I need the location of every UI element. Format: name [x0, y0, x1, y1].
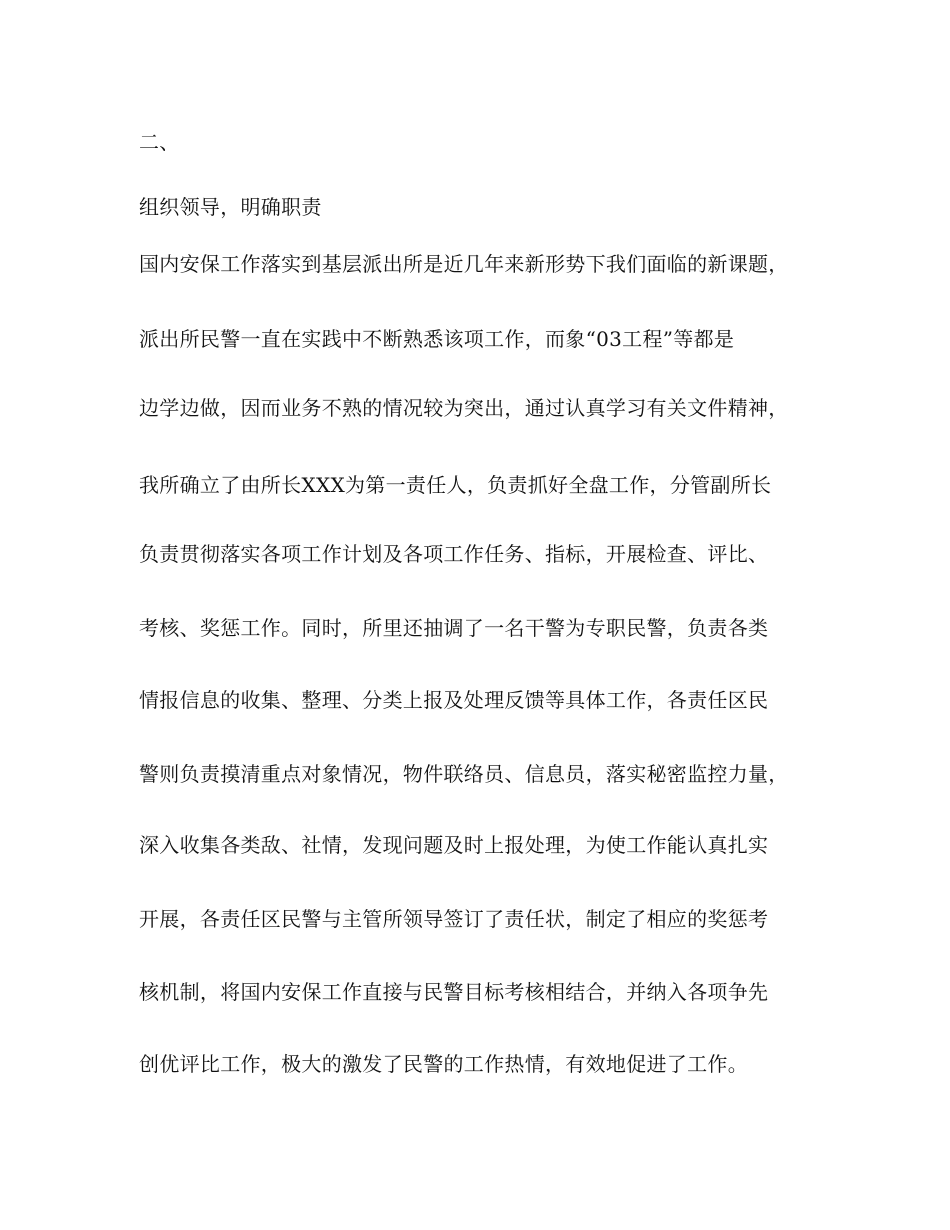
body-line: 创优评比工作，极大的激发了民警的工作热情，有效地促进了工作。 — [139, 1052, 748, 1076]
body-line: 考核、奖惩工作。同时，所里还抽调了一名干警为专职民警，负责各类 — [139, 616, 769, 640]
body-line: 负责贯彻落实各项工作计划及各项工作任务、指标，开展检查、评比、 — [139, 542, 769, 566]
body-line: 派出所民警一直在实践中不断熟悉该项工作，而象“03工程”等都是 — [139, 327, 735, 351]
body-line: 深入收集各类敌、社情，发现问题及时上报处理，为使工作能认真扎实 — [139, 833, 769, 857]
section-number: 二、 — [139, 130, 180, 154]
body-line: 国内安保工作落实到基层派出所是近几年来新形势下我们面临的新课题， — [139, 252, 789, 276]
body-line: 警则负责摸清重点对象情况，物件联络员、信息员，落实秘密监控力量， — [139, 762, 789, 786]
body-line: 我所确立了由所长XXX为第一责任人，负责抓好全盘工作，分管副所长 — [139, 473, 772, 497]
body-line: 情报信息的收集、整理、分类上报及处理反馈等具体工作，各责任区民 — [139, 688, 769, 712]
body-line: 边学边做，因而业务不熟的情况较为突出，通过认真学习有关文件精神， — [139, 396, 789, 420]
section-heading: 组织领导，明确职责 — [139, 195, 322, 219]
body-line: 核机制，将国内安保工作直接与民警目标考核相结合，并纳入各项争先 — [139, 980, 769, 1004]
body-line: 开展，各责任区民警与主管所领导签订了责任状，制定了相应的奖惩考 — [139, 907, 769, 931]
